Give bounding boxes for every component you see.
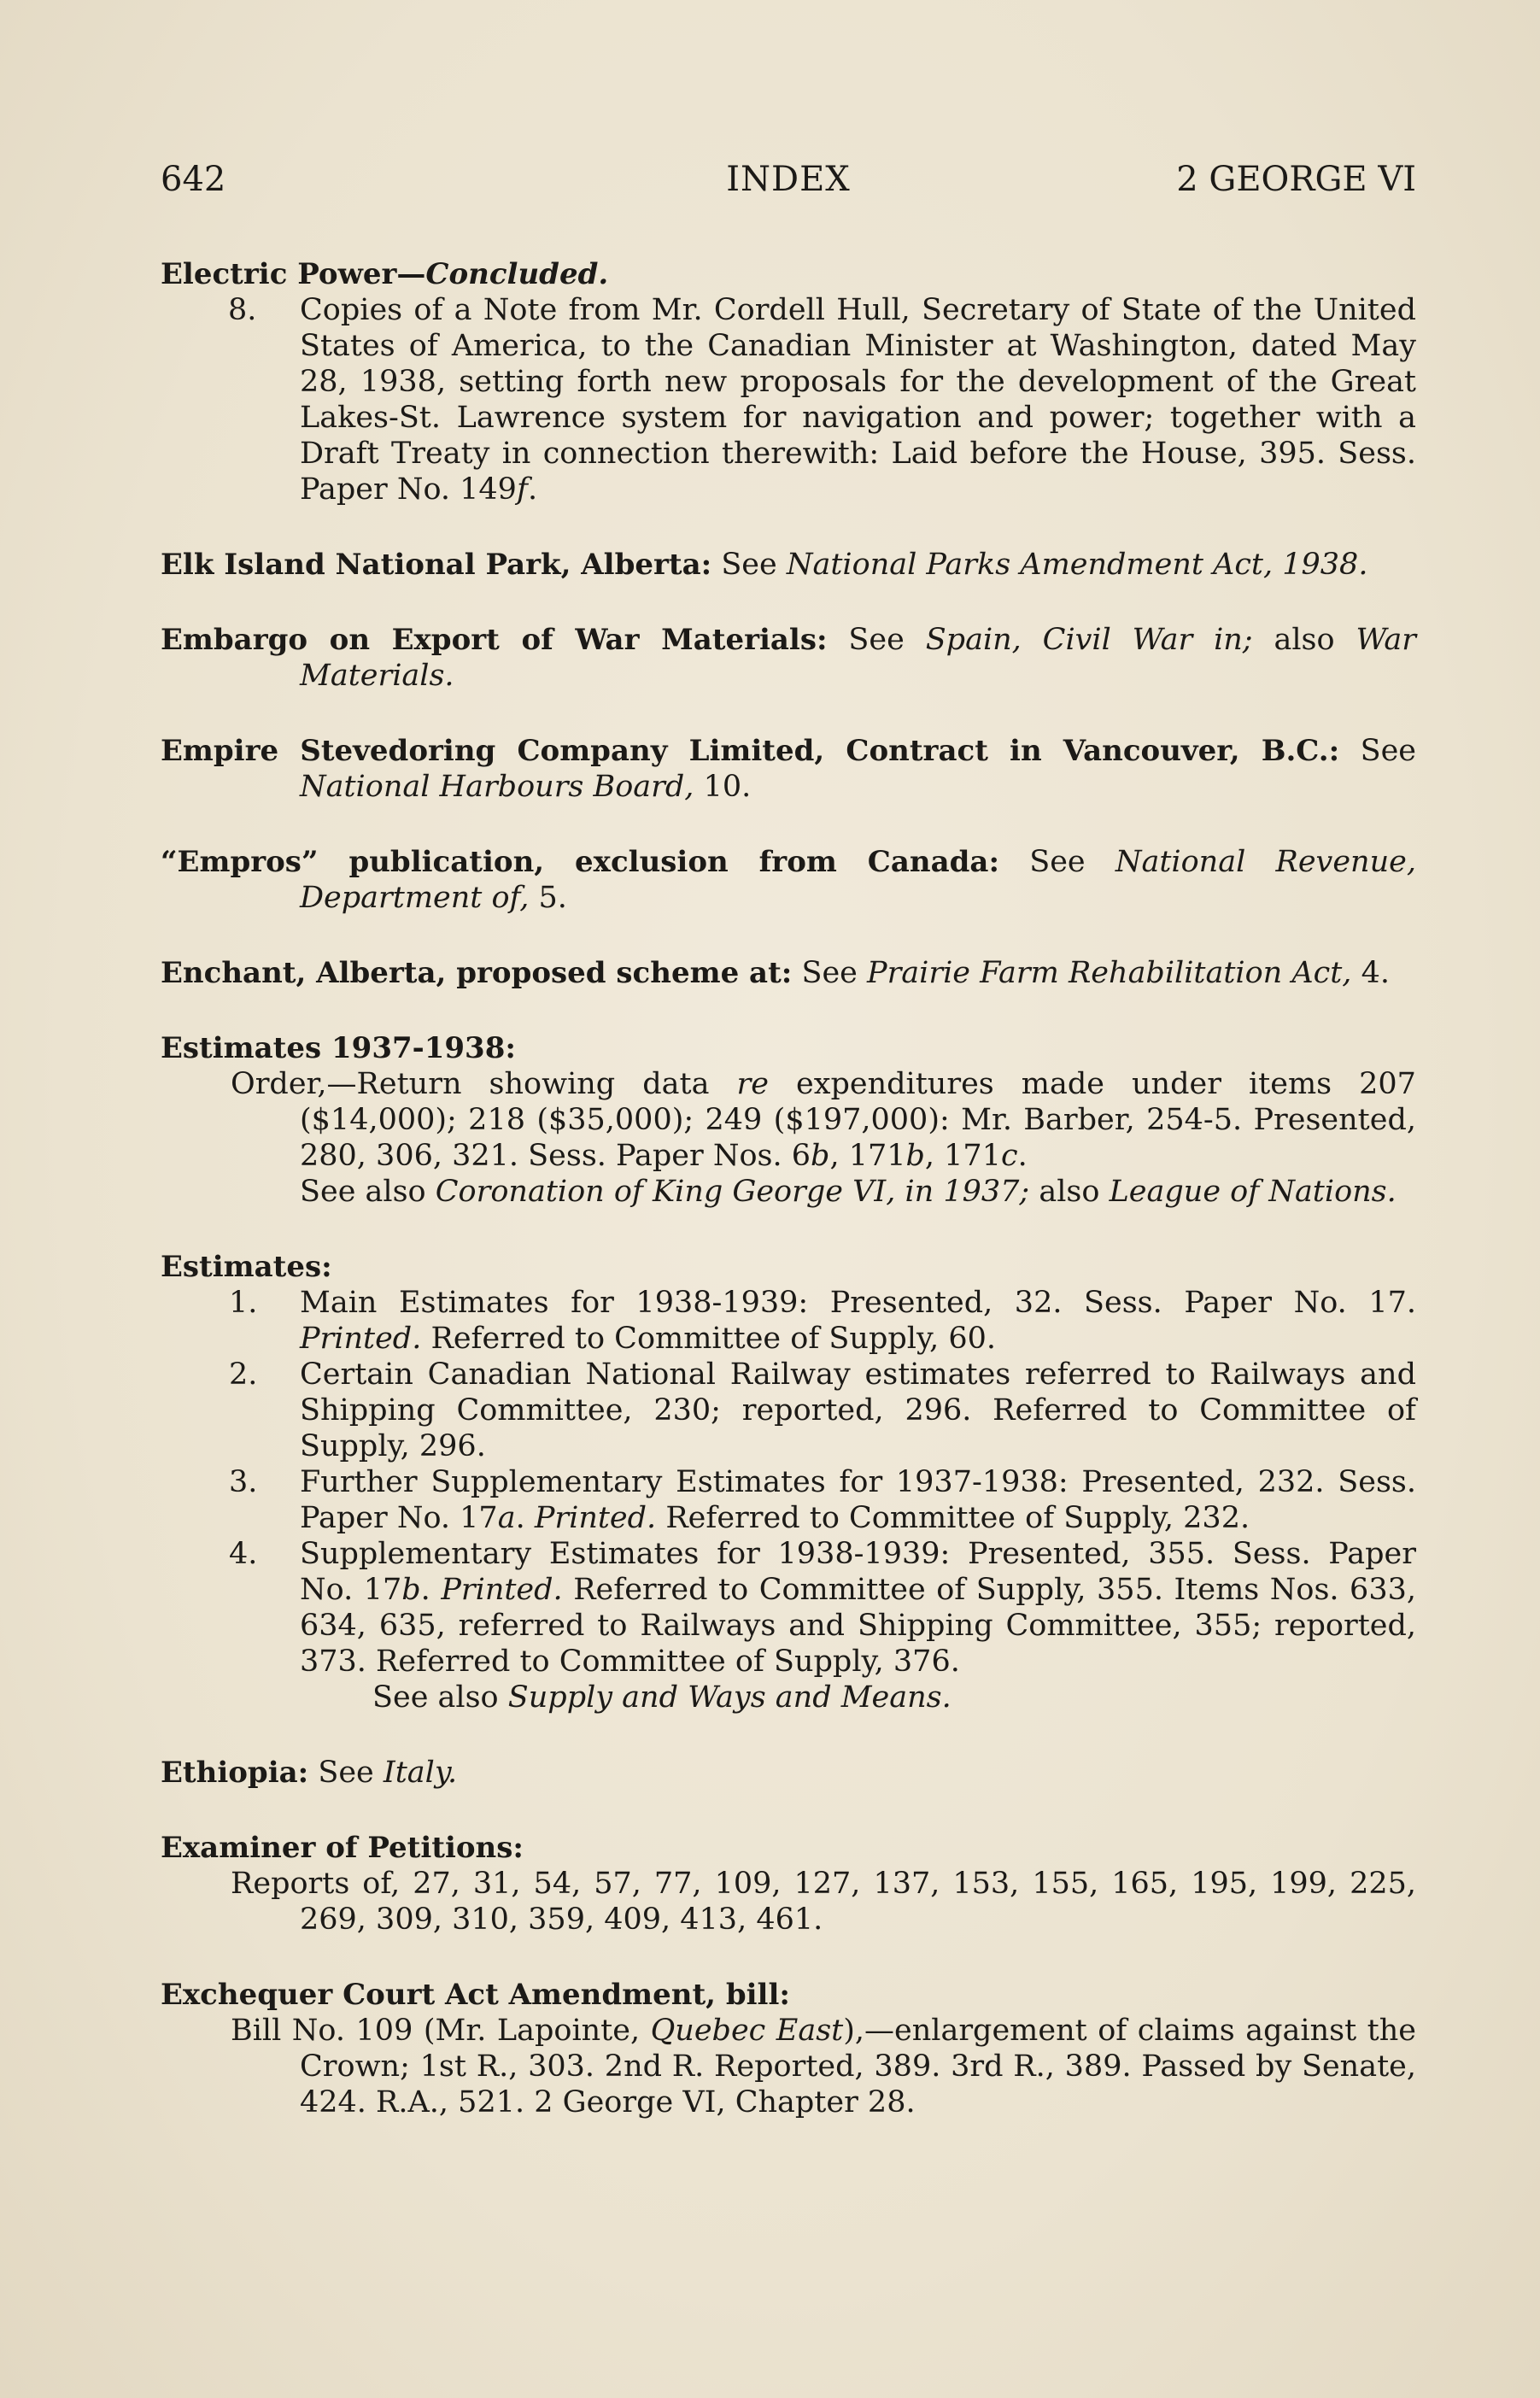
- cross-reference: Spain, Civil War in;: [925, 623, 1253, 657]
- cross-reference: League of Nations.: [1109, 1175, 1397, 1209]
- entry-heading: Electric Power—Concluded.: [161, 257, 609, 291]
- entry-electric-power: [161, 256, 1416, 507]
- list-item: 1. Main Estimates for 1938-1939: Presented, 32. Sess. Paper No. 17. Printed. Referred to Committee of Supply, 60.: [229, 1286, 1416, 1356]
- list-item: 4. Supplementary Estimates for 1938-1939: Presented, 355. Sess. Paper No. 17b. Printed. Referred to Committee of Supply, 355. Items Nos. 633, 634, 635, referred to Railways and Shipping Committee, 355; reported, 373. Referred to Committee of Supply, 376.: [229, 1537, 1416, 1679]
- page-number: 642: [161, 160, 226, 199]
- cross-reference: National Harbours Board,: [300, 770, 694, 804]
- cross-reference: Italy.: [383, 1756, 458, 1790]
- cross-reference: National Parks Amendment Act, 1938.: [786, 548, 1368, 582]
- running-title: INDEX: [726, 160, 851, 199]
- entry-item: Bill No. 109 (Mr. Lapointe, Quebec East),—enlargement of claims against the Crown; 1st R., 303. 2nd R. Reported, 389. 3rd R., 389. Passed by Senate, 424. R.A., 521. 2 George VI, Chapter 28.: [231, 2014, 1416, 2120]
- cross-reference: War Materials.: [300, 623, 1416, 693]
- entry-heading: Exchequer Court Act Amendment, bill:: [161, 1978, 790, 2012]
- entry-heading: Empire Stevedoring Company Limited, Contract in Vancouver, B.C.:: [161, 734, 1340, 768]
- running-head: [161, 158, 1416, 201]
- cross-reference: Coronation of King George VI, in 1937;: [435, 1175, 1030, 1209]
- entry-heading: Ethiopia:: [161, 1756, 309, 1790]
- cross-reference: Supply and Ways and Means.: [507, 1680, 952, 1715]
- entry-heading: Embargo on Export of War Materials:: [161, 623, 828, 657]
- entry-embargo: Embargo on Export of War Materials: See Spain, Civil War in; also War Materials.: [161, 623, 1416, 693]
- entry-heading: Examiner of Petitions:: [161, 1831, 524, 1865]
- entry-empire-stevedoring: Empire Stevedoring Company Limited, Contract in Vancouver, B.C.: See National Harbours Board, 10.: [161, 734, 1416, 804]
- entry-exchequer-court: [161, 1977, 1416, 2120]
- see-also-line: See also Coronation of King George VI, in 1937; also League of Nations.: [300, 1175, 1397, 1209]
- entry-heading: Estimates 1937-1938:: [161, 1031, 516, 1065]
- entry-estimates: [161, 1249, 1416, 1715]
- list-item: 3. Further Supplementary Estimates for 1937-1938: Presented, 232. Sess. Paper No. 17a. Printed. Referred to Committee of Supply, 232.: [229, 1465, 1416, 1535]
- entry-empros: “Empros” publication, exclusion from Canada: See National Revenue, Department of, 5.: [161, 845, 1416, 915]
- estimates-list: [161, 1285, 1416, 1680]
- entry-heading: Elk Island National Park, Alberta:: [161, 548, 712, 582]
- see-also-line: See also Supply and Ways and Means.: [372, 1680, 952, 1715]
- index-content: [161, 256, 1416, 2160]
- entry-ethiopia: Ethiopia: See Italy.: [161, 1756, 458, 1790]
- entry-examiner-of-petitions: [161, 1830, 1416, 1938]
- running-head-regnal-year: 2 GEORGE VI: [1176, 160, 1416, 199]
- entry-enchant: Enchant, Alberta, proposed scheme at: See Prairie Farm Rehabilitation Act, 4.: [161, 956, 1390, 990]
- entry-heading: “Empros” publication, exclusion from Canada:: [161, 845, 999, 879]
- entry-item: 8. Copies of a Note from Mr. Cordell Hull, Secretary of State of the United States of America, to the Canadian Minister at Washington, dated May 28, 1938, setting forth new proposals for the development of the Great Lakes-St. Lawrence system for navigation and power; together with a Draft Treaty in connection therewith: Laid before the House, 395. Sess. Paper No. 149f.: [228, 293, 1416, 507]
- cross-reference: Prairie Farm Rehabilitation Act,: [867, 956, 1352, 990]
- entry-item: Reports of, 27, 31, 54, 57, 77, 109, 127, 137, 153, 155, 165, 195, 199, 225, 269, 309, 310, 359, 409, 413, 461.: [231, 1867, 1416, 1937]
- cross-reference: National Revenue, Department of,: [300, 845, 1416, 915]
- entry-heading: Enchant, Alberta, proposed scheme at:: [161, 956, 793, 990]
- entry-item: Order,—Return showing data re expenditures made under items 207 ($14,000); 218 ($35,000); 249 ($197,000): Mr. Barber, 254-5. Presented, 280, 306, 321. Sess. Paper Nos. 6b, 171b, 171c.: [231, 1067, 1416, 1173]
- entry-heading: Estimates:: [161, 1250, 332, 1284]
- entry-elk-island: Elk Island National Park, Alberta: See National Parks Amendment Act, 1938.: [161, 548, 1368, 582]
- entry-estimates-1937-1938: [161, 1030, 1416, 1210]
- list-item: 2. Certain Canadian National Railway estimates referred to Railways and Shipping Committee, 230; reported, 296. Referred to Committee of Supply, 296.: [229, 1357, 1416, 1463]
